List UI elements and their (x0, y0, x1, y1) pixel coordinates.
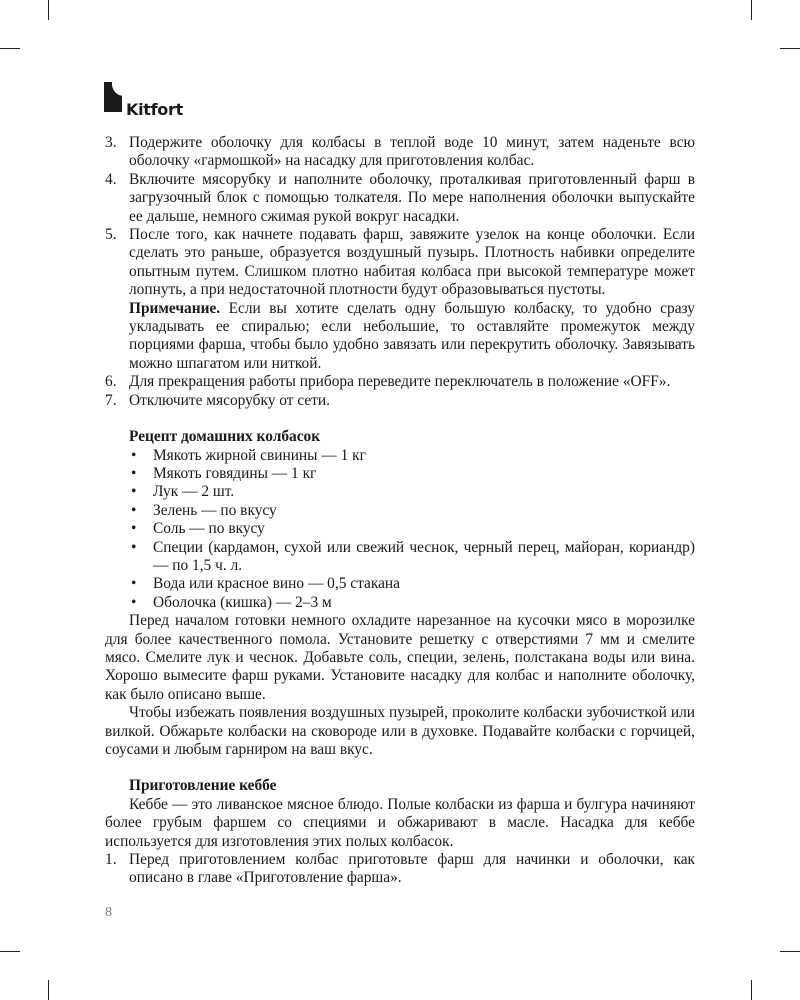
bullet: • (131, 483, 137, 501)
step-number: 5. (105, 226, 117, 244)
ingredient-text: Зелень — по вкусу (153, 501, 277, 519)
list-item (105, 373, 695, 391)
numbered-list (105, 134, 695, 410)
step-text: Перед приготовлением колбас приготовьте фарш для начинки и оболочки, как описано в главе «Приготовление фарша». (129, 851, 695, 887)
crop-mark (780, 951, 800, 952)
list-item (105, 171, 695, 226)
ingredient-text: Специи (кардамон, сухой или свежий чеснок, черный перец, майоран, кориандр) — по 1,5 ч. л. (153, 538, 695, 574)
crop-mark (48, 980, 49, 1000)
crop-mark (48, 0, 49, 20)
ingredient-text: Оболочка (кишка) — 2–3 м (153, 593, 332, 611)
crop-mark (751, 0, 752, 20)
note-text: Если вы хотите сделать одну большую колбаску, то удобно сразу укладывать ее спиралью; если небольшие, то оставляйте промежуток между порциями фарша, чтобы было удобно завязать или перекрутить оболочку. Завязывать можно шпагатом или ниткой. (129, 299, 695, 372)
step-text: После того, как начнете подавать фарш, завяжите узелок на конце оболочки. Если сделать это раньше, образуется воздушный пузырь. Плотность набивки определите опытным путем. Слишком плотно набитая колбаса при высокой температуре может лопнуть, а при недостаточной плотности будут образовываться пустоты. (129, 226, 695, 299)
kebbe-heading: Приготовление кеббе (129, 777, 277, 795)
kebbe-paragraph: Кеббе — это ливанское мясное блюдо. Полые колбаски из фарша и булгура начиняют более грубым фаршем со специями и обжаривают в масле. Насадка для кеббе используется для изготовления этих полых колбасок. (105, 795, 695, 850)
bullet: • (131, 520, 137, 538)
list-item (105, 226, 695, 300)
step-number: 7. (105, 391, 117, 409)
step-text: Подержите оболочку для колбасы в теплой воде 10 минут, затем наденьте всю оболочку «гармошкой» на насадку для приготовления колбас. (129, 134, 695, 170)
crop-mark (0, 48, 20, 49)
ingredient-item (129, 594, 695, 612)
list-item (105, 134, 695, 171)
step-number: 3. (105, 134, 117, 151)
bullet: • (131, 538, 137, 556)
step-number: 1. (105, 851, 117, 869)
list-item (105, 392, 695, 410)
note (105, 300, 695, 374)
step-text: Для прекращения работы прибора переведите переключатель в положение «OFF». (129, 373, 671, 391)
ingredient-text: Мякоть жирной свинины — 1 кг (153, 446, 366, 464)
step-number: 6. (105, 373, 117, 391)
page-content (105, 134, 695, 888)
bullet: • (131, 464, 137, 482)
ingredient-text: Вода или красное вино — 0,5 стакана (153, 575, 400, 593)
bullet: • (131, 446, 137, 464)
kitfort-logo-icon (104, 82, 122, 112)
ingredient-item (129, 447, 695, 465)
ingredient-item (129, 465, 695, 483)
bullet: • (131, 501, 137, 519)
list-item (105, 851, 695, 888)
bullet: • (131, 593, 137, 611)
ingredient-item (129, 575, 695, 593)
ingredient-text: Лук — 2 шт. (153, 483, 235, 501)
ingredient-item (129, 502, 695, 520)
step-text: Отключите мясорубку от сети. (129, 391, 330, 409)
crop-mark (751, 980, 752, 1000)
ingredient-item (129, 483, 695, 501)
recipe-paragraph: Перед началом готовки немного охладите нарезанное на кусочки мясо в морозилке для более качественного помола. Установите решетку с отверстиями 7 мм и смелите мясо. Смелите лук и чеснок. Добавьте соль, специи, зелень, полстакана воды или вина. Хорошо вымесите фарш руками. Установите насадку для колбас и наполните оболочку, как было описано выше. (105, 612, 695, 703)
crop-mark (0, 951, 20, 952)
ingredient-list (105, 447, 695, 613)
ingredient-text: Соль — по вкусу (153, 520, 265, 538)
bullet: • (131, 575, 137, 593)
ingredient-item (129, 520, 695, 538)
logo-text: Kitfort (126, 100, 183, 119)
ingredient-text: Мякоть говядины — 1 кг (153, 464, 317, 482)
recipe-paragraph: Чтобы избежать появления воздушных пузырей, проколите колбаски зубочисткой или вилкой. Обжарьте колбаски на сковороде или в духовке. Подавайте колбаски с горчицей, соусами и любым гарниром на ваш вкус. (105, 704, 695, 758)
page-number: 8 (105, 905, 112, 920)
ingredient-item (129, 539, 695, 576)
step-text: Включите мясорубку и наполните оболочку, проталкивая приготовленный фарш в загрузочный блок с помощью толкателя. По мере наполнения оболочки выпускайте ее дальше, немного сжимая рукой вокруг насадки. (129, 170, 695, 225)
crop-mark (780, 48, 800, 49)
recipe-heading: Рецепт домашних колбасок (129, 428, 321, 446)
note-label: Примечание. (129, 299, 221, 317)
step-number: 4. (105, 170, 117, 188)
